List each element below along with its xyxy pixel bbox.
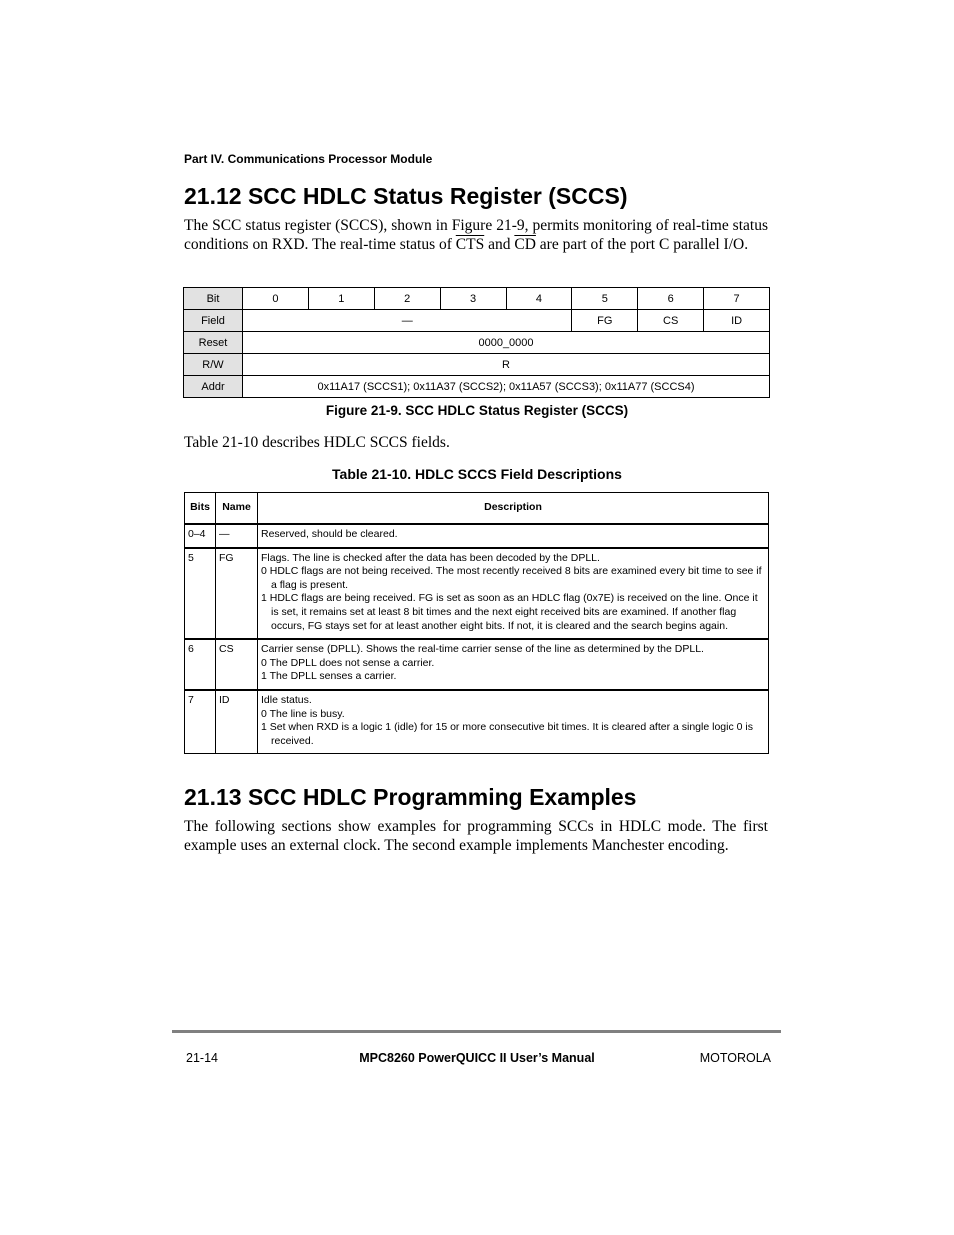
bit-number: 2	[374, 288, 440, 310]
register-row-label: Reset	[184, 332, 243, 354]
cell-bits: 5	[185, 548, 216, 640]
section-title-sccs: 21.12 SCC HDLC Status Register (SCCS)	[184, 183, 628, 209]
cell-description	[258, 524, 769, 548]
bit-number: 5	[572, 288, 638, 310]
figure-caption: Figure 21-9. SCC HDLC Status Register (SCCS)	[325, 403, 629, 418]
footer-manual-title: MPC8260 PowerQUICC II User’s Manual	[359, 1051, 595, 1065]
register-row-label: Field	[184, 310, 243, 332]
column-header-bits: Bits	[185, 493, 216, 525]
description-option: 1 The DPLL senses a carrier.	[261, 670, 397, 683]
table-row	[185, 548, 769, 640]
reset-value: 0000_0000	[243, 332, 770, 354]
register-rw-row	[184, 354, 770, 376]
footer-divider	[172, 1030, 781, 1033]
field-cs: CS	[638, 310, 704, 332]
bit-number: 6	[638, 288, 704, 310]
register-row-label: R/W	[184, 354, 243, 376]
cell-name: CS	[216, 639, 258, 690]
cell-description	[258, 690, 769, 754]
register-reset-row	[184, 332, 770, 354]
field-reserved: —	[243, 310, 572, 332]
footer-publisher: MOTOROLA	[699, 1051, 771, 1065]
description-line: Carrier sense (DPLL). Shows the real-time carrier sense of the line as determined by the DPLL.	[261, 643, 704, 656]
cell-bits: 7	[185, 690, 216, 754]
section-title-programming-examples: 21.13 SCC HDLC Programming Examples	[184, 784, 637, 810]
cd-signal: $\overline{CD}$	[514, 236, 536, 253]
description-line: Idle status.	[261, 693, 312, 706]
column-header-name: Name	[216, 493, 258, 525]
para-and: and	[484, 236, 515, 253]
description-option: 0 HDLC flags are not being received. The most recently received 8 bits are examined every bit time to see if a flag is present.	[261, 565, 762, 591]
bit-number: 7	[704, 288, 770, 310]
cell-bits: 6	[185, 639, 216, 690]
table-caption: Table 21-10. HDLC SCCS Field Descriptions	[332, 466, 622, 482]
cell-name: ID	[216, 690, 258, 754]
table-row	[185, 639, 769, 690]
cell-bits: 0–4	[185, 524, 216, 548]
table-intro-text: Table 21-10 describes HDLC SCCS fields.	[184, 434, 450, 451]
register-diagram	[183, 287, 770, 398]
register-addr-row	[184, 376, 770, 398]
section-paragraph-sccs	[184, 216, 768, 254]
addr-value: 0x11A17 (SCCS1); 0x11A37 (SCCS2); 0x11A57 (SCCS3); 0x11A77 (SCCS4)	[243, 376, 770, 398]
field-description-table	[184, 492, 769, 754]
description-option: 0 The line is busy.	[261, 707, 345, 720]
description-option: 0 The DPLL does not sense a carrier.	[261, 656, 435, 669]
description-option: 1 Set when RXD is a logic 1 (idle) for 15 or more consecutive bit times. It is cleared after a single logic 0 is received.	[261, 721, 753, 747]
register-row-label: Addr	[184, 376, 243, 398]
para-text-part2: are part of the port C parallel I/O.	[535, 236, 749, 253]
register-bit-row	[184, 288, 770, 310]
cell-description	[258, 639, 769, 690]
rw-value: R	[243, 354, 770, 376]
description-line: Flags. The line is checked after the data has been decoded by the DPLL.	[261, 551, 600, 564]
column-header-description: Description	[258, 493, 769, 525]
footer-page-number: 21-14	[186, 1051, 218, 1065]
field-id: ID	[704, 310, 770, 332]
cell-name: —	[216, 524, 258, 548]
description-option: 1 HDLC flags are being received. FG is set as soon as an HDLC flag (0x7E) is received on the line. Once it is set, it remains set at least 8 bit times and the next eight received bits are examined. If another flag occurs, FG stays set for at least another eight bits. If not, it is cleared and the search begins again.	[261, 592, 758, 632]
table-row	[185, 524, 769, 548]
table-header-row	[185, 493, 769, 525]
bit-number: 3	[440, 288, 506, 310]
bit-number: 4	[506, 288, 572, 310]
description-line: Reserved, should be cleared.	[261, 528, 398, 540]
bit-number: 1	[308, 288, 374, 310]
bit-number: 0	[243, 288, 309, 310]
cell-name: FG	[216, 548, 258, 640]
field-fg: FG	[572, 310, 638, 332]
cell-description	[258, 548, 769, 640]
running-head: Part IV. Communications Processor Module	[184, 152, 433, 166]
table-row	[185, 690, 769, 754]
cts-signal: $\overline{CTS}$	[455, 236, 485, 253]
register-row-label: Bit	[184, 288, 243, 310]
para-text-part1: The SCC status register (SCCS), shown in Figure 21-9, permits monitoring of real-time status conditions on RXD. The real-time status of	[184, 217, 768, 253]
section-paragraph-programming-examples: The following sections show examples for programming SCCs in HDLC mode. The first example uses an external clock. The second example implements Manchester encoding.	[184, 818, 768, 854]
register-field-row	[184, 310, 770, 332]
